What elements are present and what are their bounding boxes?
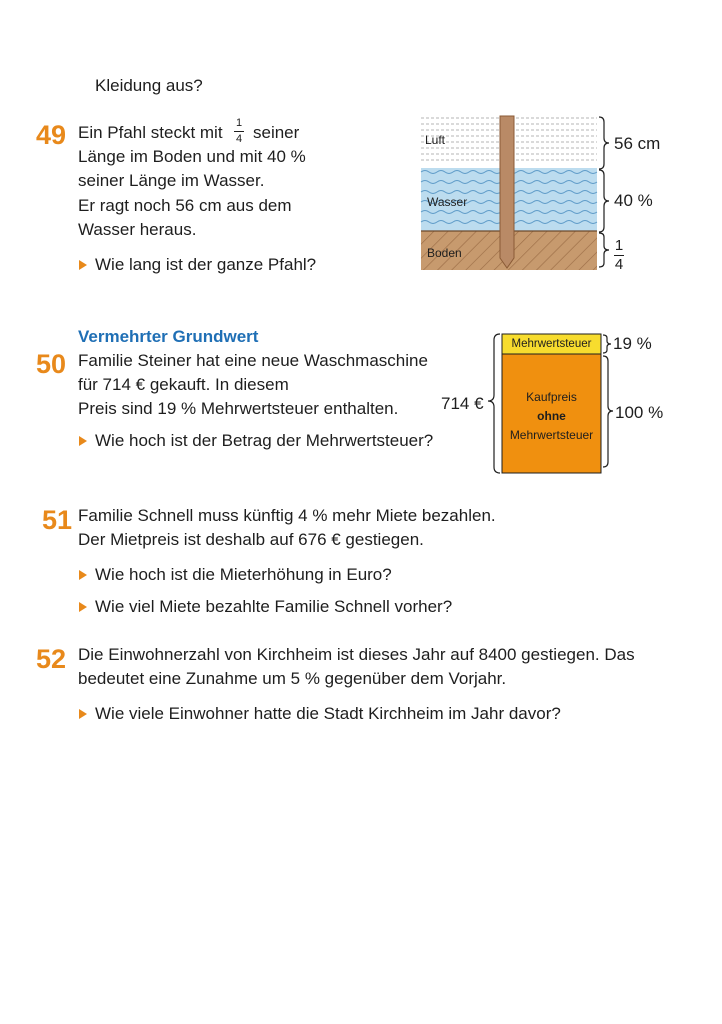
- tax-label: Mehrwertsteuer: [511, 338, 592, 350]
- tax-brace: [603, 335, 611, 353]
- task51-line-2: Der Mietpreis ist deshalb auf 676 € gestiegen.: [78, 530, 424, 549]
- task49-line-1: Ein Pfahl steckt mit: [78, 123, 223, 142]
- base-brace: [603, 356, 613, 467]
- base-label-3: Mehrwertsteuer: [509, 428, 594, 442]
- base-label-1: Kaufpreis: [526, 390, 577, 404]
- task50-line-2: für 714 € gekauft. In diesem: [78, 375, 289, 394]
- task50-line-1: Familie Steiner hat eine neue Waschmaschine: [78, 351, 428, 370]
- task52-question: Wie viele Einwohner hatte die Stadt Kirchheim im Jahr davor?: [95, 704, 561, 723]
- water-label: Wasser: [427, 195, 468, 209]
- bullet-arrow-icon: [79, 570, 87, 580]
- task-number-51: 51: [42, 505, 73, 535]
- air-dimension: 56 cm: [614, 134, 661, 153]
- task-number-50: 50: [36, 349, 67, 379]
- ground-dimension-denominator: 4: [614, 256, 624, 273]
- total-brace: [488, 334, 500, 473]
- task49-line-3: seiner Länge im Wasser.: [78, 171, 265, 190]
- task50-line-3: Preis sind 19 % Mehrwertsteuer enthalten.: [78, 399, 399, 418]
- bullet-arrow-icon: [79, 709, 87, 719]
- task49-line-4: Er ragt noch 56 cm aus dem: [78, 196, 292, 215]
- task49-fraction-denominator: 4: [235, 133, 243, 145]
- bullet-arrow-icon: [79, 602, 87, 612]
- tax-percent: 19 %: [613, 334, 652, 353]
- base-label-2: ohne: [537, 409, 566, 423]
- ground-dimension-numerator: 1: [614, 237, 624, 254]
- task-number-49: 49: [36, 120, 67, 150]
- ground-label: Boden: [427, 246, 462, 260]
- task49-line-1b: seiner: [253, 123, 300, 142]
- intro-text: Kleidung aus?: [95, 76, 203, 95]
- task49-question: Wie lang ist der ganze Pfahl?: [95, 255, 317, 274]
- task49-line-2: Länge im Boden und mit 40 %: [78, 147, 306, 166]
- air-label: Luft: [425, 133, 446, 147]
- section-heading: Vermehrter Grundwert: [78, 327, 259, 346]
- task49-line-5: Wasser heraus.: [78, 220, 197, 239]
- task51-question-2: Wie viel Miete bezahlte Familie Schnell vorher?: [95, 597, 453, 616]
- task52-line-1: Die Einwohnerzahl von Kirchheim ist dieses Jahr auf 8400 gestiegen. Das: [78, 645, 635, 664]
- task51-line-1: Familie Schnell muss künftig 4 % mehr Miete bezahlen.: [78, 506, 496, 525]
- water-dimension: 40 %: [614, 191, 653, 210]
- task-number-52: 52: [36, 644, 67, 674]
- task50-question: Wie hoch ist der Betrag der Mehrwertsteuer?: [95, 431, 434, 450]
- task49-fraction-numerator: 1: [235, 117, 243, 129]
- total-amount: 714 €: [441, 394, 484, 413]
- base-percent: 100 %: [615, 403, 664, 422]
- task52-line-2: bedeutet eine Zunahme um 5 % gegenüber dem Vorjahr.: [78, 669, 507, 688]
- task51-question-1: Wie hoch ist die Mieterhöhung in Euro?: [95, 565, 392, 584]
